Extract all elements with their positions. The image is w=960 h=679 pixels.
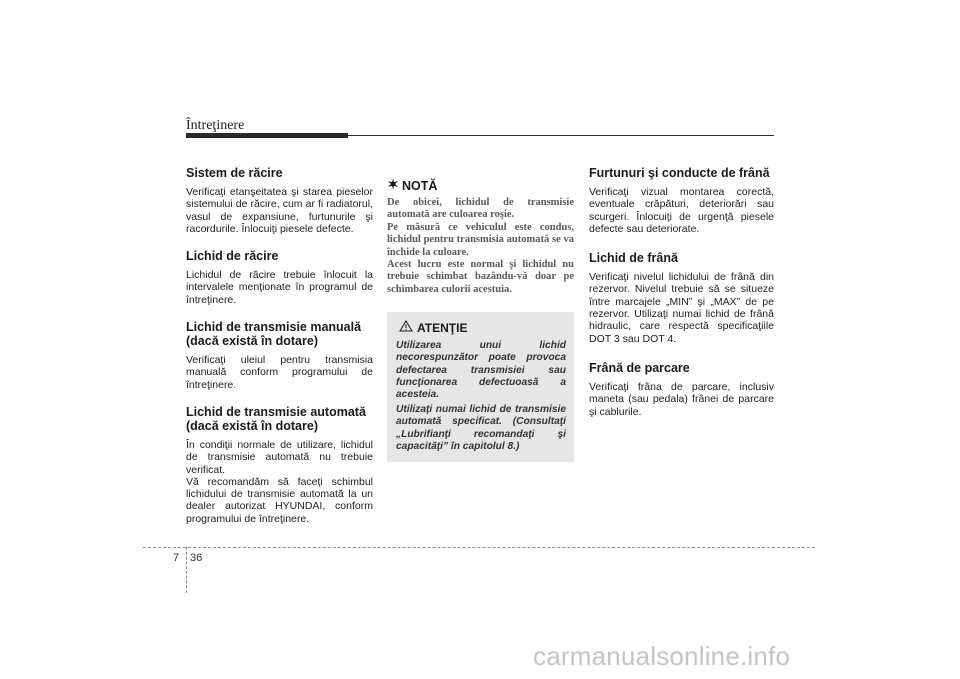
section-heading-cooling-system: Sistem de răcire <box>186 166 283 180</box>
section-text-automatic-transmission-fluid: În condiţii normale de utilizare, lichidul de transmisie automată nu trebuie verificat. <box>186 438 373 476</box>
header-bar-thick <box>186 133 348 138</box>
section-text-brake-fluid: Verificaţi nivelul lichidului de frână din rezervor. Nivelul trebuie să se situeze între marcajele „MIN” şi „MAX” de pe rezervor. Utilizaţi numai lichid de frână hidraulic, care respectă specificaţiile DOT 3 sau DOT 4. <box>589 271 774 345</box>
footer-divider <box>186 547 187 593</box>
note-heading-label: NOTĂ <box>402 178 438 193</box>
note-line: Acest lucru este normal şi lichidul nu trebuie schimbat bazându-vă doar pe schimbarea culorii acestuia. <box>387 259 574 295</box>
section-text-coolant: Lichidul de răcire trebuie înlocuit la intervalele menţionate în programul de întreţinere. <box>186 269 373 306</box>
section-heading-manual-transmission-fluid: Lichid de transmisie manuală (dacă există în dotare) <box>186 320 362 349</box>
note-line: Pe măsură ce vehiculul este condus, lichidul pentru transmisia automată se va închide la culoare. <box>387 221 574 258</box>
warning-heading-label: ATENŢIE <box>417 320 468 335</box>
section-text-parking-brake: Verificaţi frâna de parcare, inclusiv maneta (sau pedala) frânei de parcare şi cablurile. <box>589 380 774 418</box>
note-body <box>387 197 574 296</box>
warning-triangle-icon <box>399 320 413 335</box>
note-star-icon <box>387 178 399 193</box>
page-header-title: Întreţinere <box>186 118 245 133</box>
section-text-brake-hoses: Verificaţi vizual montarea corectă, eventuale crăpături, deteriorări sau scurgeri. Înlocuiţi de urgenţă piesele defecte sau deteriorate. <box>589 186 774 235</box>
section-heading-automatic-transmission-fluid: Lichid de transmisie automată (dacă există în dotare) <box>186 404 366 433</box>
note-line: De obicei, lichidul de transmisie automată are culoarea roşie. <box>387 197 574 221</box>
watermark: carmanualsonline.info <box>533 641 791 671</box>
section-heading-parking-brake: Frână de parcare <box>589 360 690 375</box>
section-heading-coolant: Lichid de răcire <box>186 249 279 264</box>
column-middle <box>387 166 574 462</box>
warning-text-2: Utilizaţi numai lichid de transmisie automată specificat. (Consultaţi „Lubrifianţi recomandaţi şi capacităţi” în capitolul 8.) <box>396 404 566 452</box>
page-number: 36 <box>190 552 203 564</box>
section-text-cooling-system: Verificaţi etanşeitatea şi starea pieselor sistemului de răcire, cum ar fi radiatorul, vasul de expansiune, furtunurile şi racordurile. Înlocuiţi piesele defecte. <box>186 186 373 235</box>
section-heading-brake-fluid: Lichid de frână <box>589 251 678 266</box>
warning-box <box>387 312 574 462</box>
warning-text-1: Utilizarea unui lichid necorespunzător poate provoca defectarea transmisiei sau funcţionarea defectuoasă a acesteia. <box>396 340 566 401</box>
section-text-manual-transmission-fluid: Verificaţi uleiul pentru transmisia manuală conform programului de întreţinere. <box>186 354 373 391</box>
chapter-number: 7 <box>173 552 180 564</box>
warning-heading <box>399 320 566 335</box>
column-right <box>589 166 774 434</box>
note-heading <box>387 178 574 193</box>
header-rule <box>348 135 774 136</box>
footer-rule <box>143 547 815 548</box>
column-left <box>186 166 373 539</box>
section-heading-brake-hoses: Furtunuri şi conducte de frână <box>589 166 770 180</box>
section-text-automatic-transmission-fluid-2: Vă recomandăm să faceţi schimbul lichidului de transmisie automată la un dealer autorizat HYUNDAI, conform programului de întreţinere. <box>186 475 373 525</box>
